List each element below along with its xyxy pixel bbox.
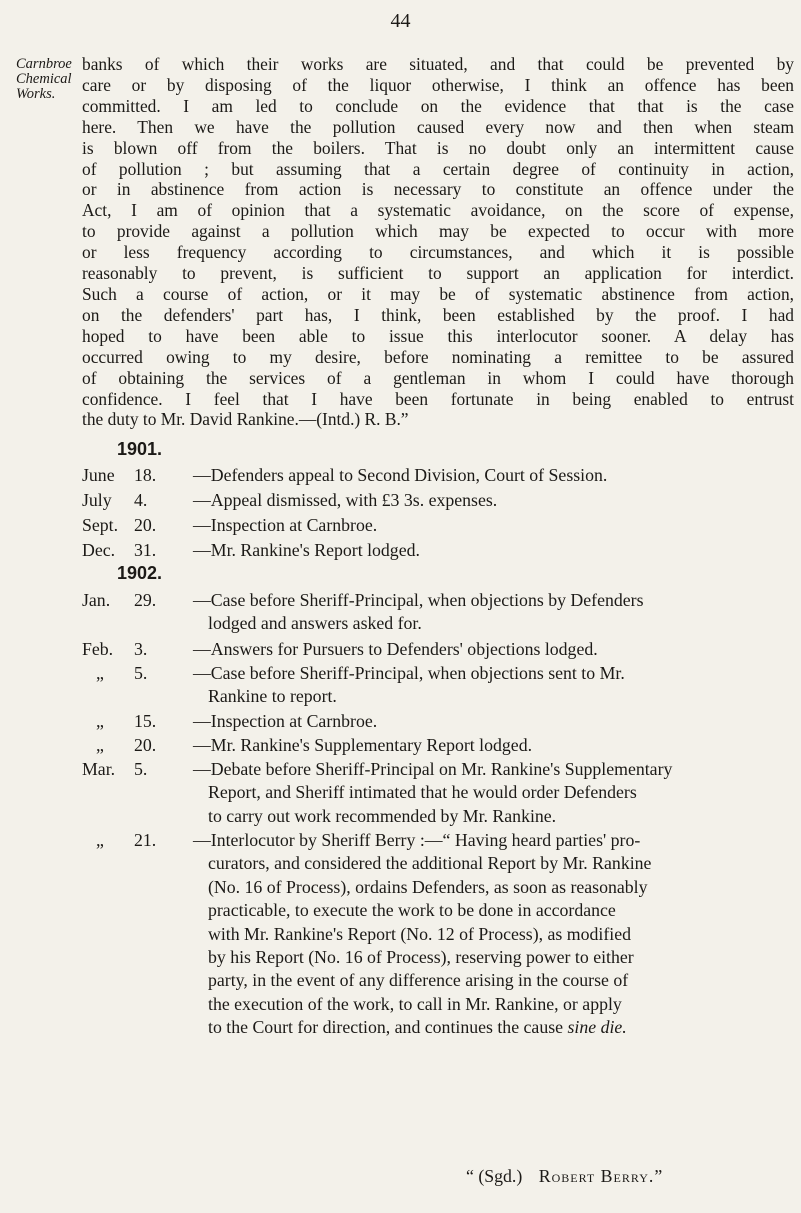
entry-text: —Mr. Rankine's Supplementary Report lodged. <box>193 735 533 755</box>
entry-text: —Inspection at Carnbroe. <box>193 515 378 535</box>
paragraph-line: confidence. I feel that I have been fortunate in being enabled to entrust <box>82 388 794 409</box>
paragraph-line: or in abstinence from action is necessary to constitute an offence under the <box>82 179 794 200</box>
chronology-entry <box>82 464 794 487</box>
chronology-entry <box>82 734 794 757</box>
entry-date: July 4. <box>82 490 148 510</box>
paragraph-line: Act, I am of opinion that a systematic avoidance, on the score of expense, <box>82 200 794 221</box>
paragraph-line: is blown off from the boilers. That is no doubt only an intermittent cause <box>82 137 794 158</box>
entry-text: Rankine to report. <box>208 686 337 707</box>
chronology-entry <box>82 589 794 636</box>
entry-text: —Case before Sheriff-Principal, when objections sent to Mr. <box>193 663 625 683</box>
paragraph-line: care or by disposing of the liquor otherwise, I think an offence has been <box>82 74 794 95</box>
entry-text: —Case before Sheriff-Principal, when objections by Defenders <box>193 590 644 610</box>
margin-note-line: Chemical <box>16 71 72 87</box>
entry-date: „ 5. <box>96 663 148 683</box>
margin-note-line: Works. <box>16 86 56 102</box>
entry-text: practicable, to execute the work to be done in accordance <box>208 900 616 921</box>
signature-line <box>466 1166 663 1187</box>
paragraph-line: reasonably to prevent, is sufficient to support an application for interdict. <box>82 263 794 284</box>
paragraph-line: hoped to have been able to issue this interlocutor sooner. A delay has <box>82 325 794 346</box>
paragraph-line: to provide against a pollution which may be expected to occur with more <box>82 221 794 242</box>
year-heading-1901: 1901. <box>117 439 163 459</box>
margin-note-line: Carnbroe <box>16 56 72 72</box>
chronology-entry <box>82 539 794 562</box>
entry-text: to carry out work recommended by Mr. Rankine. <box>208 805 557 826</box>
entry-date: Jan. 29. <box>82 590 157 610</box>
chronology-entry <box>82 662 794 709</box>
entry-date: „ 21. <box>96 830 157 850</box>
entry-text: —Interlocutor by Sheriff Berry :—“ Having heard parties' pro- <box>193 830 641 850</box>
paragraph-line: or less frequency according to circumstances, and which it is possible <box>82 242 794 263</box>
entry-text: Report, and Sheriff intimated that he would order Defenders <box>208 782 637 803</box>
italic-phrase: sine die. <box>567 1017 627 1038</box>
entry-text: —Defenders appeal to Second Division, Court of Session. <box>193 465 608 485</box>
chronology-entry <box>82 638 794 661</box>
chronology-entry <box>82 489 794 512</box>
chronology-entry <box>82 829 794 1040</box>
chronology-entry <box>82 710 794 733</box>
entry-date: Dec. 31. <box>82 540 157 560</box>
year-heading-1902: 1902. <box>117 563 163 583</box>
entry-text: the execution of the work, to call in Mr. Rankine, or apply <box>208 993 622 1014</box>
paragraph-line: banks of which their works are situated, and that could be prevented by <box>82 54 794 74</box>
entry-date: June 18. <box>82 465 157 485</box>
entry-date: Feb. 3. <box>82 639 148 659</box>
margin-note <box>16 57 76 102</box>
entry-text: —Appeal dismissed, with £3 3s. expenses. <box>193 490 498 510</box>
entry-text: (No. 16 of Process), ordains Defenders, as soon as reasonably <box>208 876 648 897</box>
signature-name: Robert Berry.” <box>538 1166 664 1186</box>
entry-text: with Mr. Rankine's Report (No. 12 of Process), as modified <box>208 923 631 944</box>
paragraph-line: of obtaining the services of a gentleman in whom I could have thorough <box>82 367 794 388</box>
opening-paragraph <box>82 54 794 430</box>
paragraph-line: occurred owing to my desire, before nominating a remittee to be assured <box>82 346 794 367</box>
paragraph-line: Such a course of action, or it may be of systematic abstinence from action, <box>82 283 794 304</box>
entry-date: „ 20. <box>96 735 157 755</box>
chronology-entry <box>82 514 794 537</box>
page-number: 44 <box>390 10 411 32</box>
paragraph-line: of pollution ; but assuming that a certain degree of continuity in action, <box>82 158 794 179</box>
entry-text: curators, and considered the additional Report by Mr. Rankine <box>208 853 652 874</box>
signature-prefix: “ (Sgd.) <box>466 1166 523 1186</box>
paragraph-line: committed. I am led to conclude on the evidence that that is the case <box>82 95 794 116</box>
entry-text: party, in the event of any difference arising in the course of <box>208 970 629 991</box>
entry-text: —Mr. Rankine's Report lodged. <box>193 540 420 560</box>
paragraph-line: the duty to Mr. David Rankine.—(Intd.) R. B.” <box>82 409 409 430</box>
paragraph-line: on the defenders' part has, I think, been established by the proof. I had <box>82 304 794 325</box>
entry-text: —Answers for Pursuers to Defenders' objections lodged. <box>193 639 598 659</box>
entry-text: lodged and answers asked for. <box>208 613 422 634</box>
entry-text-final: to the Court for direction, and continues the cause sine die. <box>208 1017 627 1038</box>
entry-text: by his Report (No. 16 of Process), reserving power to either <box>208 947 634 968</box>
entry-text: —Debate before Sheriff-Principal on Mr. Rankine's Supplementary <box>193 759 673 779</box>
entry-text: —Inspection at Carnbroe. <box>193 711 378 731</box>
entry-date: Sept. 20. <box>82 515 157 535</box>
chronology-entry <box>82 758 794 828</box>
entry-date: „ 15. <box>96 711 157 731</box>
paragraph-line: here. Then we have the pollution caused every now and then when steam <box>82 116 794 137</box>
entry-date: Mar. 5. <box>82 759 148 779</box>
